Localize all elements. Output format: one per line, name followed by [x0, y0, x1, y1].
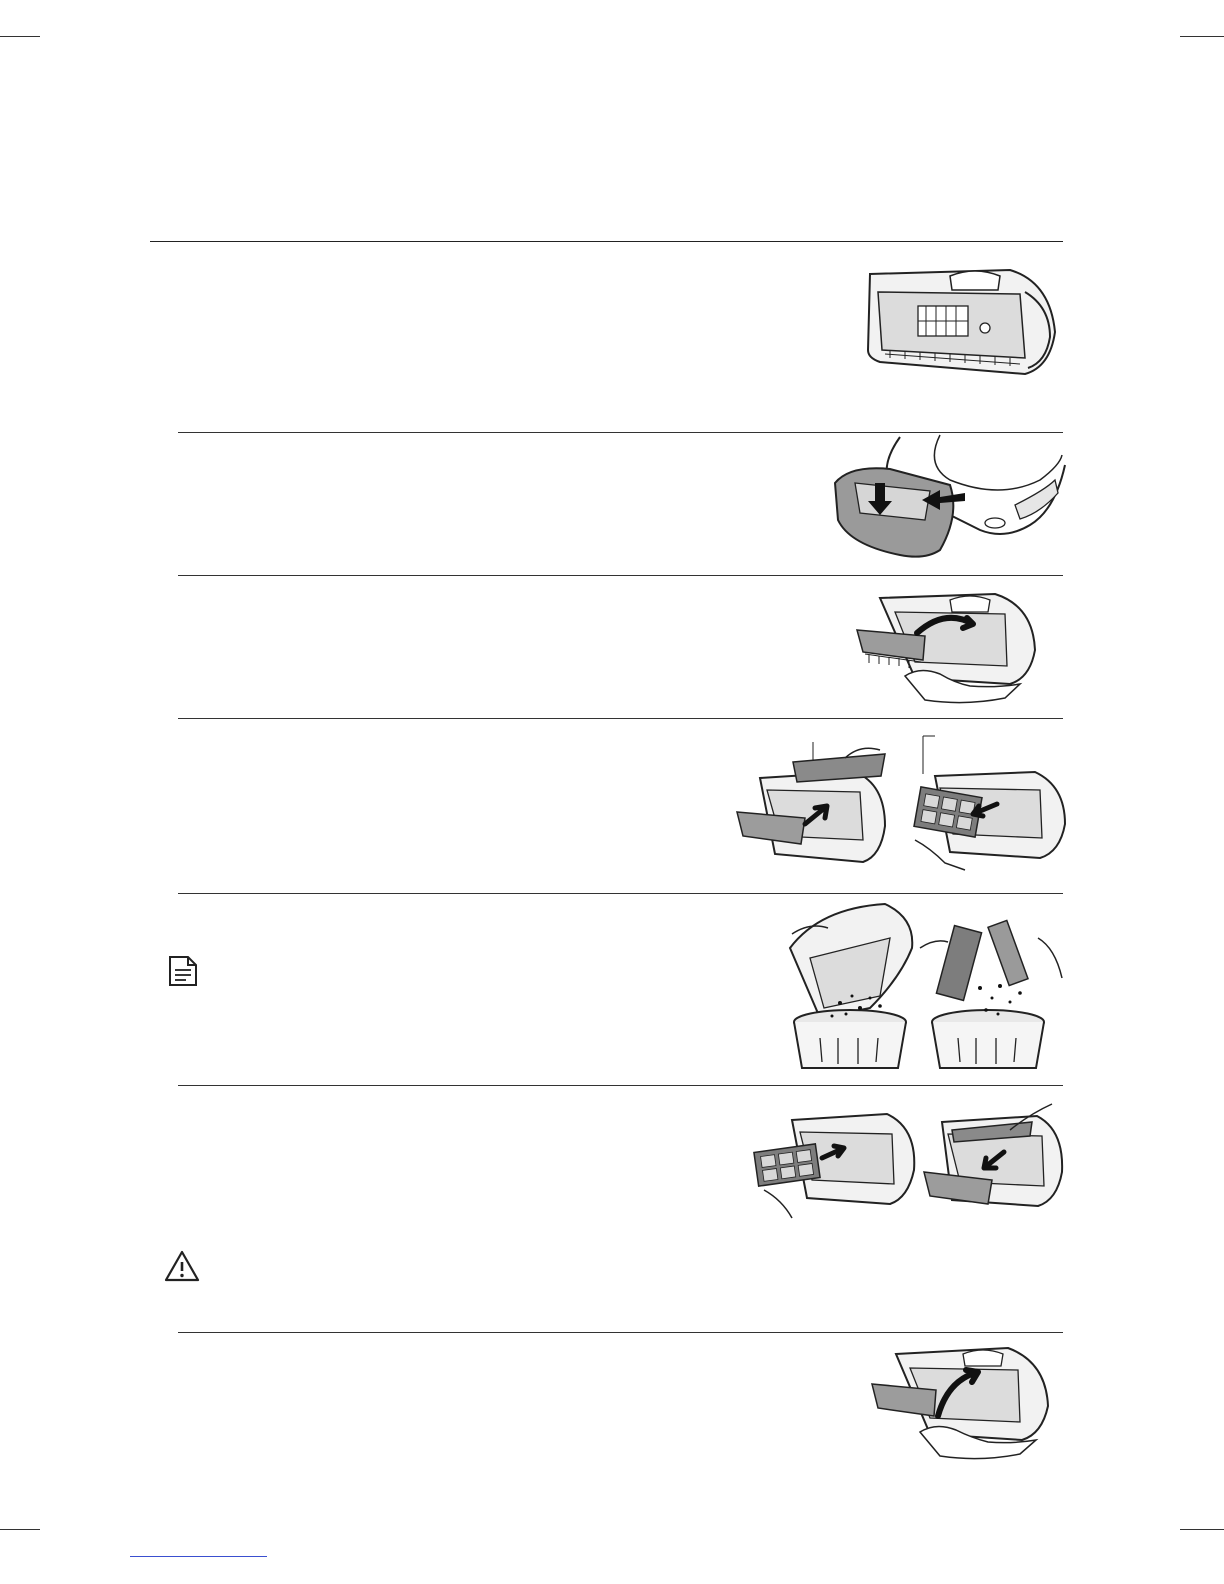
crop-mark-bottom-left — [0, 1529, 40, 1530]
open-dust-bin-cover-illustration — [855, 588, 1040, 708]
dust-bin-removed-illustration — [860, 262, 1060, 380]
close-dust-bin-cover-illustration — [868, 1340, 1053, 1465]
empty-into-trash-illustration — [780, 898, 1065, 1068]
remove-filters-illustration — [735, 728, 1065, 878]
step-divider — [178, 718, 1063, 719]
crop-mark-top-left — [0, 36, 40, 37]
note-icon — [168, 955, 198, 992]
step-divider — [178, 893, 1063, 894]
reinsert-filters-illustration — [752, 1100, 1064, 1225]
step-divider — [178, 432, 1063, 433]
step-divider — [178, 575, 1063, 576]
step-divider — [178, 1332, 1063, 1333]
footer-link-underline[interactable] — [130, 1556, 267, 1557]
section-top-rule — [150, 241, 1063, 242]
crop-mark-bottom-right — [1180, 1529, 1224, 1530]
step-divider — [178, 1085, 1063, 1086]
caution-triangle-icon — [164, 1250, 200, 1287]
press-release-button-illustration — [830, 435, 1065, 565]
crop-mark-top-right — [1180, 36, 1224, 37]
